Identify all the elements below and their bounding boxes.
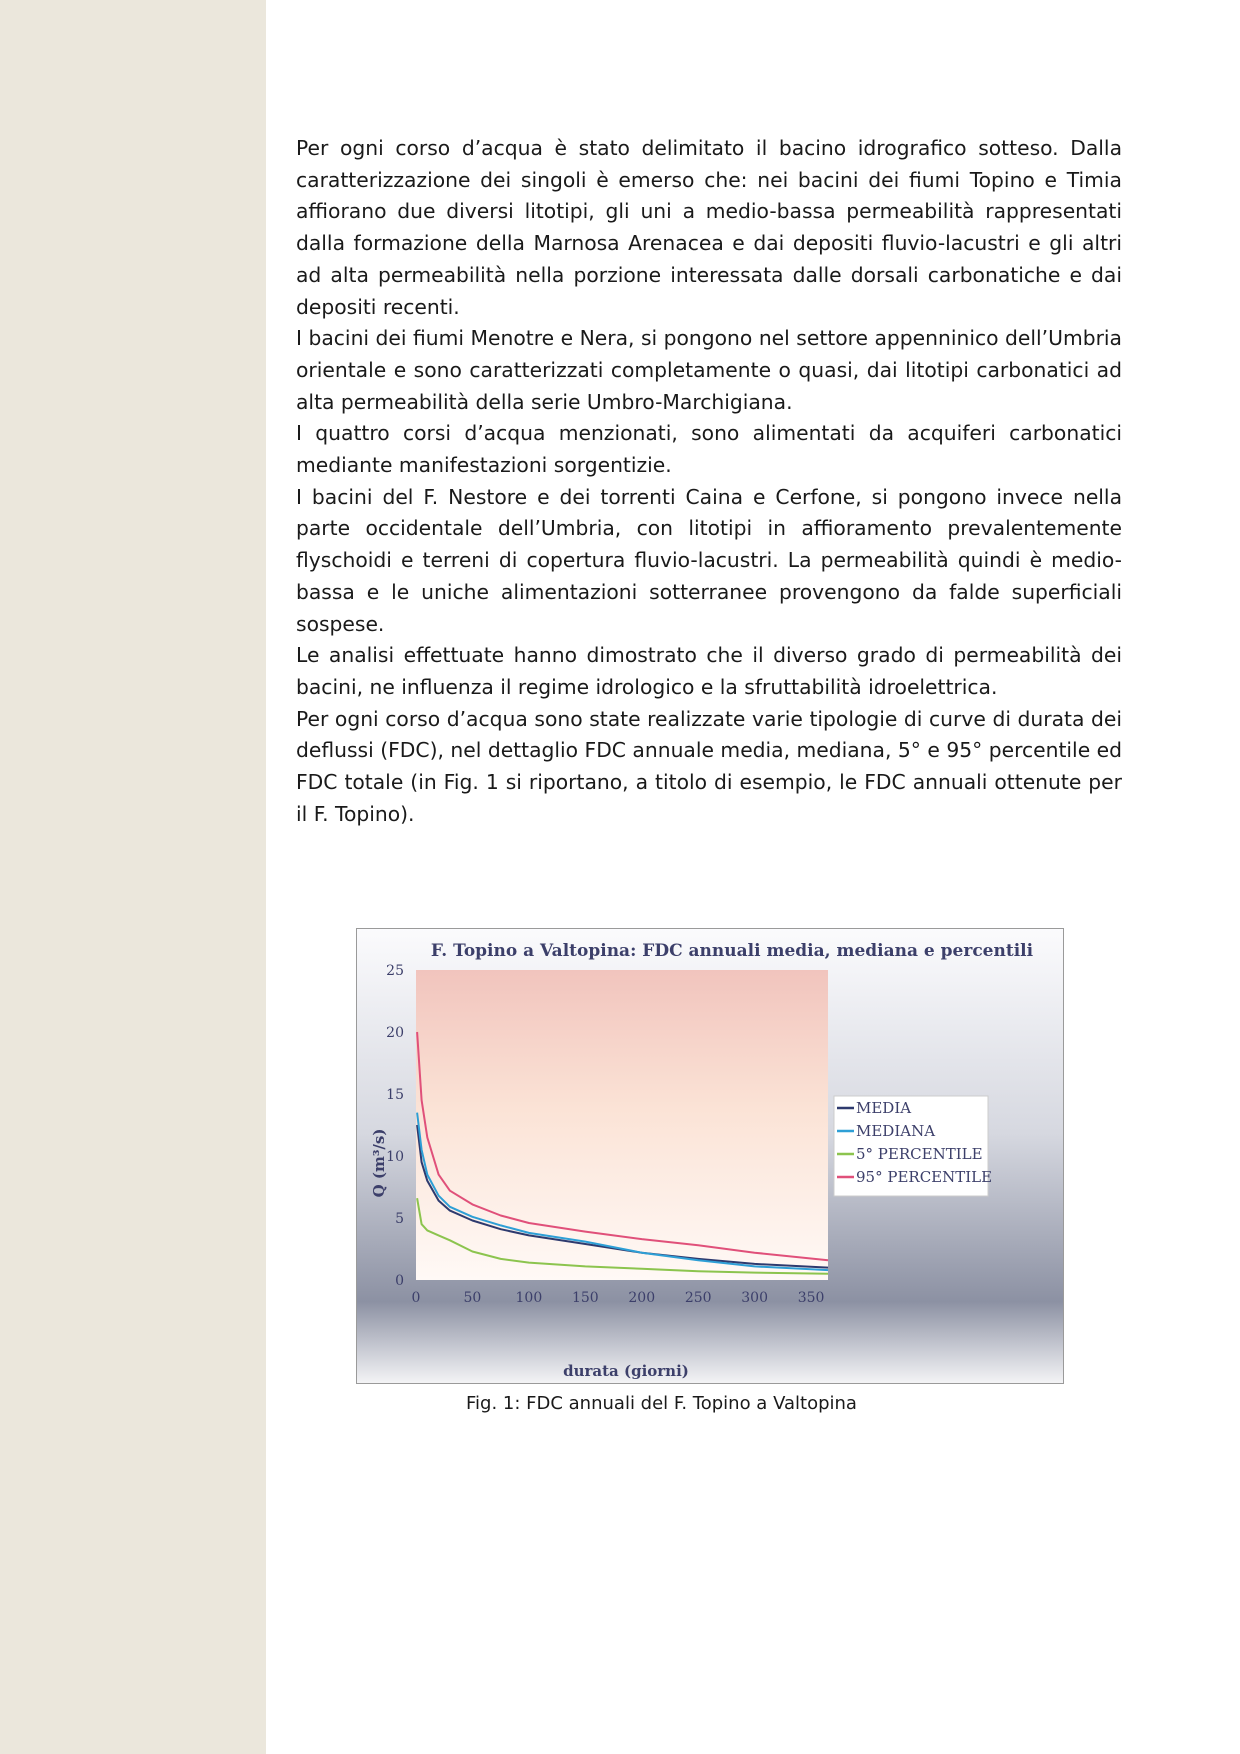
- y-tick-label: 0: [395, 1273, 404, 1289]
- figure-1: [356, 928, 1064, 1384]
- legend-entry: 5° PERCENTILE: [856, 1145, 983, 1163]
- paragraph: I quattro corsi d’acqua menzionati, sono alimentati da acquiferi carbonatici mediante manifestazioni sorgentizie.: [296, 421, 1122, 478]
- y-axis-label: Q (m³/s): [370, 1128, 388, 1198]
- x-tick-label: 250: [684, 1290, 712, 1306]
- y-tick-label: 10: [386, 1149, 404, 1165]
- document-page: [266, 0, 1240, 1754]
- legend: [834, 1096, 992, 1196]
- page-margin-band: [0, 0, 266, 1754]
- plot-area: [416, 970, 828, 1280]
- legend-entry: 95° PERCENTILE: [856, 1168, 993, 1186]
- y-tick-label: 25: [386, 963, 404, 979]
- paragraph: I bacini del F. Nestore e dei torrenti Caina e Cerfone, si pongono invece nella parte occidentale dell’Umbria, con litotipi in affioramento prevalentemente flyschoidi e terreni di copertura fluvio-lacustri. La permeabilità quindi è medio-bassa e le uniche alimentazioni sotterranee provengono da falde superficiali sospese.: [296, 484, 1122, 636]
- x-tick-label: 350: [797, 1290, 825, 1306]
- x-tick-label: 100: [515, 1290, 543, 1306]
- paragraph: Per ogni corso d’acqua è stato delimitato il bacino idrografico sotteso. Dalla caratterizzazione dei singoli è emerso che: nei bacini dei fiumi Topino e Timia affiorano due diversi litotipi, gli uni a medio-bassa permeabilità rappresentati dalla formazione della Marnosa Arenacea e dai depositi fluvio-lacustri e gli altri ad alta permeabilità nella porzione interessata dalle dorsali carbonatiche e dai depositi recenti.: [296, 136, 1122, 319]
- legend-entry: MEDIANA: [856, 1122, 936, 1140]
- body-text: [296, 133, 1122, 830]
- paragraph: Le analisi effettuate hanno dimostrato che il diverso grado di permeabilità dei bacini, ne influenza il regime idrologico e la sfruttabilità idroelettrica.: [296, 643, 1122, 699]
- x-axis-label: durata (giorni): [563, 1362, 689, 1380]
- x-tick-label: 300: [741, 1290, 768, 1306]
- x-tick-label: 0: [411, 1290, 421, 1306]
- x-tick-label: 150: [571, 1290, 599, 1306]
- y-tick-label: 20: [386, 1025, 404, 1041]
- figure-caption: Fig. 1: FDC annuali del F. Topino a Valtopina: [466, 1393, 857, 1414]
- legend-entry: MEDIA: [856, 1099, 912, 1117]
- x-tick-label: 50: [463, 1290, 482, 1306]
- chart-title: F. Topino a Valtopina: FDC annuali media, mediana e percentili: [430, 941, 1034, 961]
- y-tick-label: 5: [395, 1211, 404, 1227]
- fdc-chart: [356, 928, 1064, 1384]
- paragraph: Per ogni corso d’acqua sono state realizzate varie tipologie di curve di durata dei deflussi (FDC), nel dettaglio FDC annuale media, mediana, 5° e 95° percentile ed FDC totale (in Fig. 1 si riportano, a titolo di esempio, le FDC annuali ottenute per il F. Topino).: [296, 706, 1122, 826]
- x-tick-label: 200: [628, 1290, 656, 1306]
- y-tick-label: 15: [386, 1087, 404, 1103]
- paragraph: I bacini dei fiumi Menotre e Nera, si pongono nel settore appenninico dell’Umbria orientale e sono caratterizzati completamente o quasi, dai litotipi carbonatici ad alta permeabilità della serie Umbro-Marchigiana.: [296, 326, 1122, 414]
